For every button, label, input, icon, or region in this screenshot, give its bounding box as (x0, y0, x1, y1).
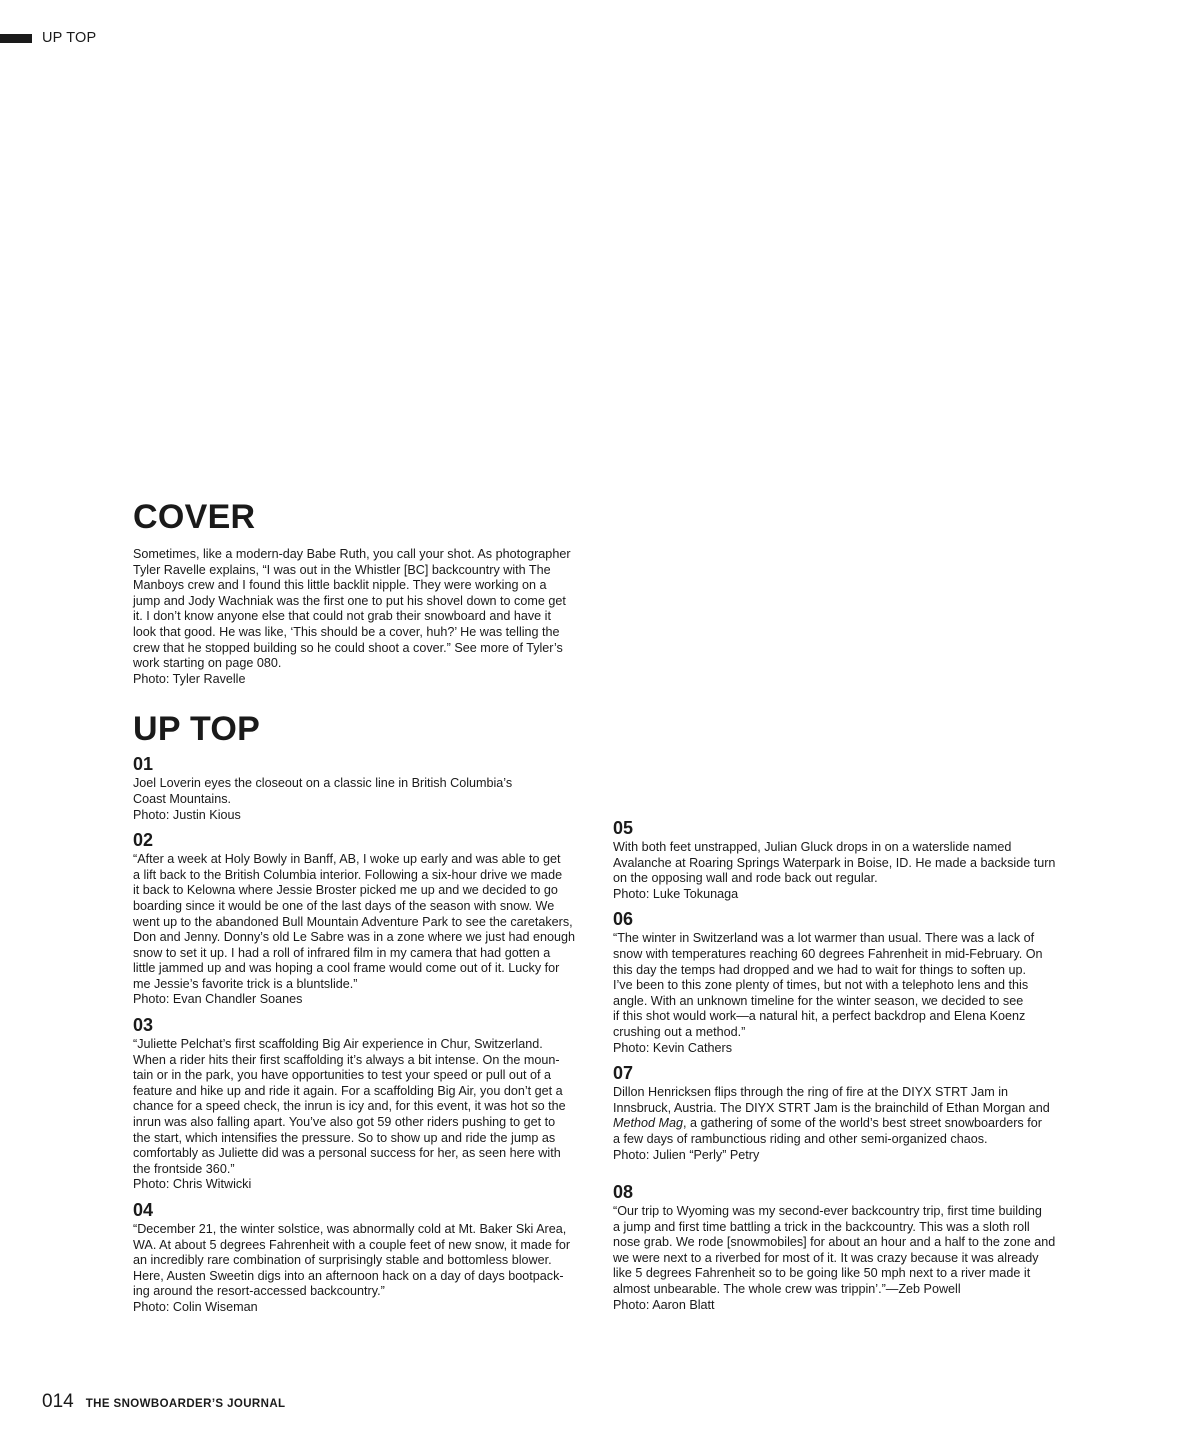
photo-credit: Photo: Colin Wiseman (133, 1299, 258, 1314)
caption-number: 07 (613, 1063, 634, 1084)
caption-text: “December 21, the winter solstice, was abnormally cold at Mt. Baker Ski Area, WA. At about 5 degrees Fahrenheit with a couple feet of new snow, it made for an incredibly rare combination of surprisingly stable and bottomless blower. Here, Austen Sweetin digs into an afternoon hack on a day of days bootpack- ing around the resort-accessed backcountry.” (133, 1222, 571, 1299)
caption-item-05 (613, 817, 1073, 902)
caption-item-08 (613, 1181, 1073, 1313)
cover-heading: COVER (133, 498, 256, 536)
caption-item-07 (613, 1062, 1073, 1163)
uptop-heading: UP TOP (133, 710, 261, 749)
caption-number: 02 (133, 830, 154, 851)
publication-name: THE SNOWBOARDER’S JOURNAL (85, 1398, 286, 1410)
caption-number: 03 (133, 1015, 154, 1036)
caption-text: “After a week at Holy Bowly in Banff, AB, I woke up early and was able to get a lift back to the British Columbia interior. Following a six-hour drive we made it back to Kelowna where Jessie Broster picked me up and we decided to go boarding since it would be one of the last days of the season with snow. We went up to the abandoned Bull Mountain Adventure Park to see the caretakers, Don and Jenny. Donny’s old Le Sabre was in a zone where we just had enough snow to set it up. I had a roll of infrared film in my camera that had gotten a little jammed up and was hoping a cool frame would come out of it. Lucky for me Jessie’s favorite trick is a bluntslide.” (133, 852, 576, 991)
photo-credit: Photo: Justin Kious (133, 807, 241, 822)
caption-item-01 (133, 753, 593, 823)
right-column (613, 817, 1073, 1319)
photo-credit: Photo: Julien “Perly” Petry (613, 1147, 760, 1162)
cover-photo-credit: Photo: Tyler Ravelle (133, 671, 246, 686)
caption-number: 08 (613, 1182, 634, 1203)
section-tab (0, 30, 96, 46)
caption-text: “The winter in Switzerland was a lot warmer than usual. There was a lack of snow with temperatures reaching 60 degrees Fahrenheit in mid-February. On this day the temps had dropped and we had to wait for things to soften up. I’ve been to this zone plenty of times, but not with a telephoto lens and this angle. With an unknown timeline for the winter season, we decided to see if this shot would work—a natural hit, a perfect backdrop and Elena Koenz crushing out a method.” (613, 931, 1043, 1039)
photo-credit: Photo: Kevin Cathers (613, 1040, 733, 1055)
caption-item-04 (133, 1199, 593, 1316)
magazine-title: Method Mag (613, 1116, 684, 1131)
caption-text-end: , a gathering of some of the world’s best street snowboarders for a few days of rambunctious riding and other semi-organized chaos. (613, 1116, 1042, 1146)
left-column (133, 497, 593, 1322)
section-marker-bar (0, 34, 32, 43)
caption-number: 05 (613, 818, 634, 838)
cover-text: Sometimes, like a modern-day Babe Ruth, you call your shot. As photographer Tyler Ravelle explains, “I was out in the Whistler [BC] backcountry with The Manboys crew and I found this little backlit nipple. They were working on a jump and Jody Wachniak was the first one to put his shovel down to come get it. I don’t know anyone else that could not grab their snowboard and have it look that good. He was like, ‘This should be a cover, huh?’ He was telling the crew that he stopped building so he could shoot a cover.” See more of Tyler’s work starting on page 080. (133, 547, 571, 671)
caption-number: 06 (613, 909, 634, 930)
caption-text-start: Dillon Henricksen flips through the ring of fire at the DIYX STRT Jam in Innsbruck, Austria. The DIYX STRT Jam is the brainchild of Ethan Morgan and (613, 1085, 1050, 1115)
caption-item-03 (133, 1014, 593, 1193)
photo-credit: Photo: Chris Witwicki (133, 1177, 252, 1192)
page-number: 014 (42, 1391, 74, 1412)
caption-number: 01 (133, 754, 154, 775)
section-label: UP TOP (42, 30, 97, 46)
caption-text: With both feet unstrapped, Julian Gluck drops in on a waterslide named Avalanche at Roaring Springs Waterpark in Boise, ID. He made a backside turn on the opposing wall and rode back out regular. (613, 840, 1056, 886)
caption-text (613, 1085, 1073, 1147)
photo-credit: Photo: Evan Chandler Soanes (133, 992, 303, 1007)
caption-number: 04 (133, 1200, 154, 1220)
caption-item-06 (613, 908, 1073, 1056)
photo-credit: Photo: Aaron Blatt (613, 1297, 715, 1312)
caption-item-02 (133, 829, 593, 1008)
caption-text: Joel Loverin eyes the closeout on a classic line in British Columbia’s Coast Mountains. (133, 776, 513, 806)
caption-text: “Our trip to Wyoming was my second-ever backcountry trip, first time building a jump and first time battling a trick in the backcountry. This was a sloth roll nose grab. We rode [snowmobiles] for about an hour and a half to the zone and we were next to a riverbed for most of it. It was crazy because it was already like 5 degrees Fahrenheit so to be going like 50 mph next to a river made it almost unbearable. The whole crew was trippin’.”—Zeb Powell (613, 1204, 1056, 1297)
caption-text: “Juliette Pelchat’s first scaffolding Big Air experience in Chur, Switzerland. When a rider hits their first scaffolding it’s always a bit intense. On the moun- tain or in the park, you have opportunities to test your speed or pull out of a feature and hike up and ride it again. For a scaffolding Big Air, you don’t get a chance for a speed check, the inrun is icy and, for this event, it was hot so the inrun was also falling apart. You’ve also got 59 other riders pushing to get to the start, which intensifies the pressure. So to show up and ride the jump as comfortably as Juliette did was a personal success for her, as seen here with the frontside 360.” (133, 1037, 566, 1176)
photo-credit: Photo: Luke Tokunaga (613, 886, 739, 901)
page-footer (42, 1391, 285, 1413)
